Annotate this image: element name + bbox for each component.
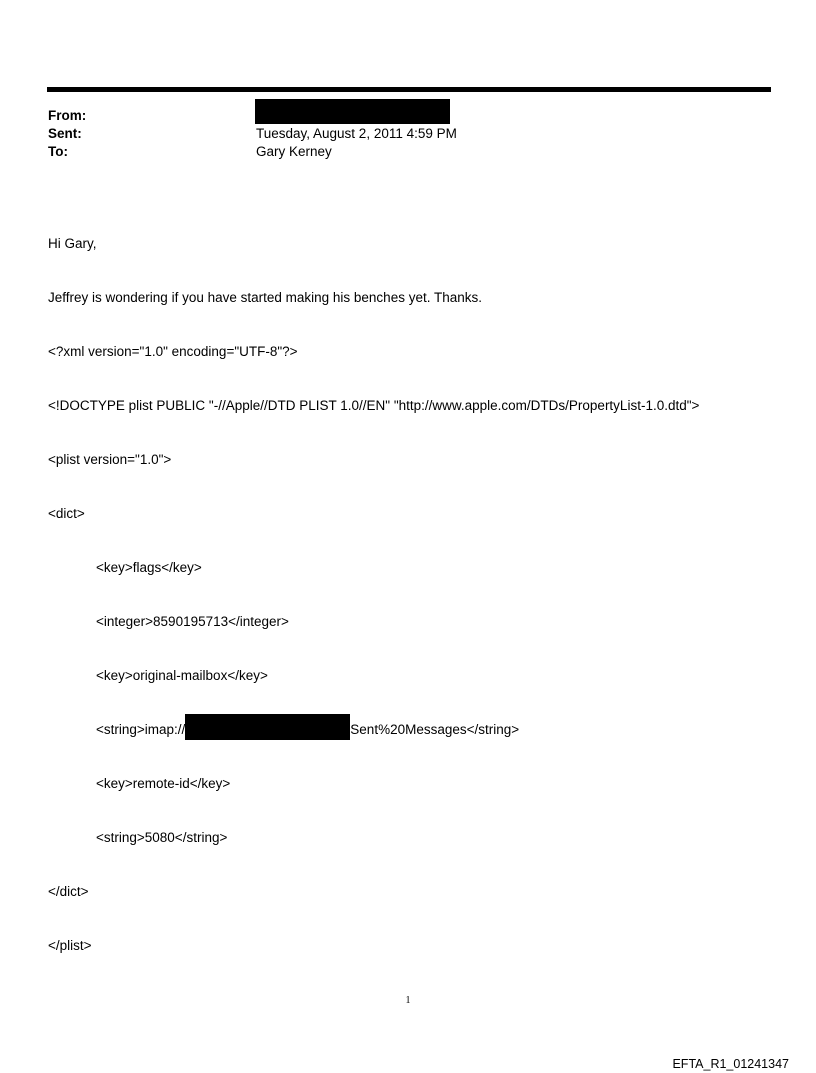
dict-open-line: <dict> <box>48 506 85 521</box>
to-label: To: <box>48 144 68 159</box>
greeting-line: Hi Gary, <box>48 236 97 251</box>
bates-number: EFTA_R1_01241347 <box>672 1057 789 1071</box>
flags-key-line: <key>flags</key> <box>96 560 202 575</box>
flags-value-line: <integer>8590195713</integer> <box>96 614 289 629</box>
header-rule <box>47 87 771 92</box>
remote-id-value-line: <string>5080</string> <box>96 830 228 845</box>
message-body <box>48 199 699 973</box>
dict-close-line: </dict> <box>48 884 89 899</box>
plist-close-line: </plist> <box>48 938 92 953</box>
mailbox-redaction <box>185 714 350 740</box>
plist-open-line: <plist version="1.0"> <box>48 452 172 467</box>
mailbox-value-prefix: <string>imap:// <box>96 722 186 737</box>
mailbox-key-line: <key>original-mailbox</key> <box>96 668 268 683</box>
from-redaction <box>255 99 450 124</box>
from-label: From: <box>48 108 87 123</box>
remote-id-key-line: <key>remote-id</key> <box>96 776 231 791</box>
to-value: Gary Kerney <box>256 144 332 159</box>
xml-declaration-line: <?xml version="1.0" encoding="UTF-8"?> <box>48 344 298 359</box>
mailbox-value-suffix: Sent%20Messages</string> <box>350 722 520 737</box>
message-line: Jeffrey is wondering if you have started making his benches yet. Thanks. <box>48 290 482 305</box>
sent-value: Tuesday, August 2, 2011 4:59 PM <box>256 126 457 141</box>
mailbox-value-line <box>48 721 699 739</box>
page-number: 1 <box>405 995 411 1006</box>
sent-label: Sent: <box>48 126 82 141</box>
doctype-line: <!DOCTYPE plist PUBLIC "-//Apple//DTD PLIST 1.0//EN" "http://www.apple.com/DTDs/PropertyList-1.0.dtd"> <box>48 398 700 413</box>
